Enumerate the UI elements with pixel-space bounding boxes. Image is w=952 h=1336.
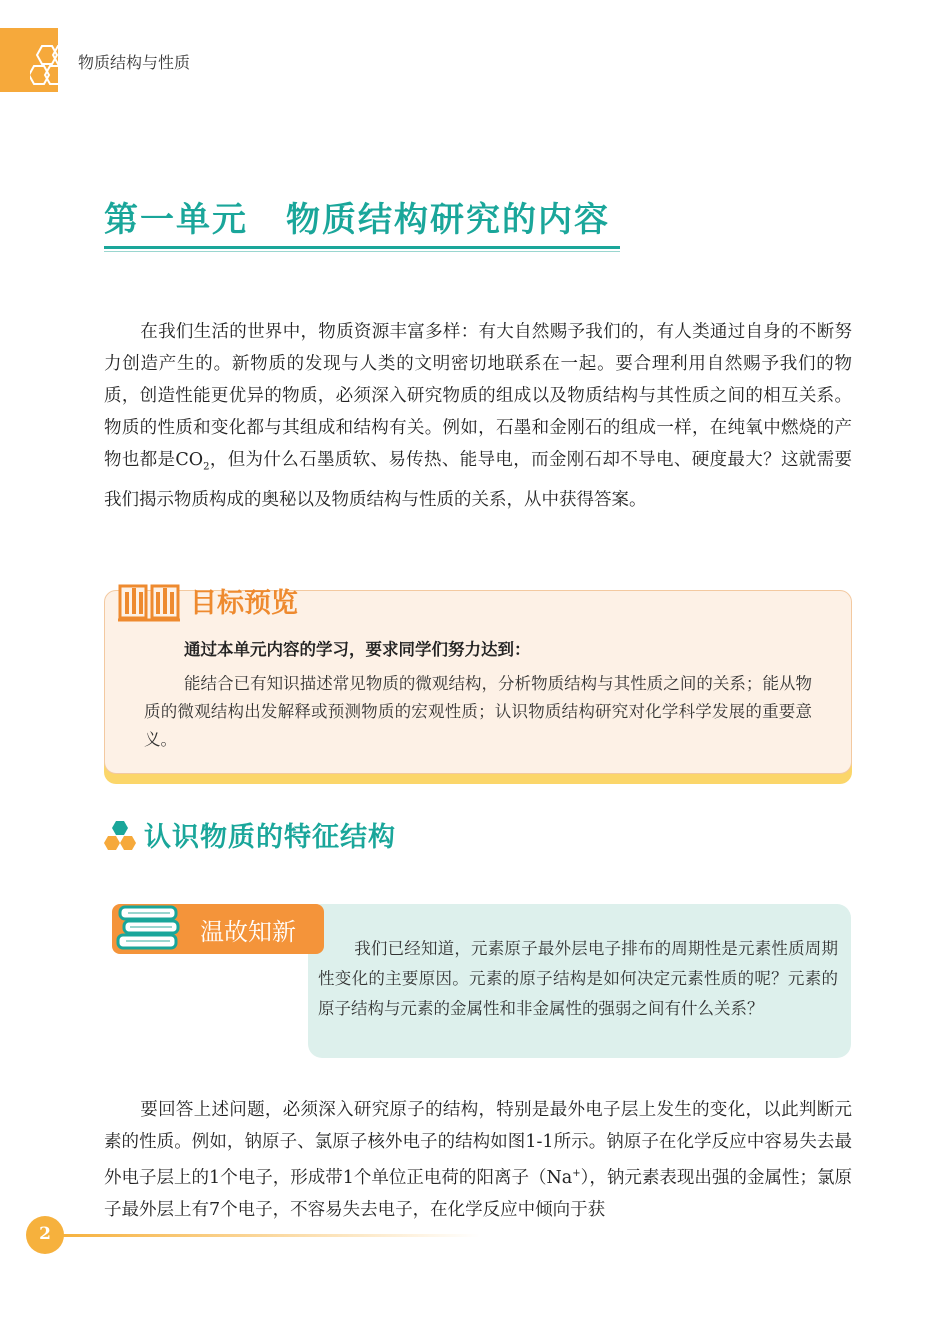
co2-formula: $CO_2$ xyxy=(175,450,210,473)
section-heading: 认识物质的特征结构 xyxy=(144,822,396,853)
unit-heading xyxy=(104,192,610,241)
open-book-icon xyxy=(116,578,182,622)
unit-title-underline xyxy=(104,246,620,249)
footer-line xyxy=(60,1234,480,1237)
hexagon-cluster-icon xyxy=(104,820,138,852)
hexagon-logo-icon xyxy=(30,44,80,88)
unit-title: 物质结构研究的内容 xyxy=(286,200,610,240)
review-text: 我们已经知道，元素原子最外层电子排布的周期性是元素性质周期性变化的主要原因。元素的原子结构是如何决定元素性质的呢？元素的原子结构与元素的金属性和非金属性的强弱之间有什么关系？ xyxy=(318,939,838,1018)
stacked-books-icon xyxy=(116,903,182,953)
header-book-title: 物质结构与性质 xyxy=(78,53,191,72)
page-number: 2 xyxy=(39,1224,51,1244)
body-paragraph: 要回答上述问题，必须深入研究原子的结构，特别是最外电子层上发生的变化，以此判断元素的性质。例如，钠原子、氯原子核外电子的结构如图1-1所示。钠原子在化学反应中容易失去最外电子层上的1个电子，形成带1个单位正电荷的阳离子（Na+），钠元素表现出强的金属性；氯原子最外层上有7个电子，不容易失去电子，在化学反应中倾向于获 xyxy=(104,1100,852,1220)
unit-number-label: 第一单元 xyxy=(104,200,248,240)
review-label: 温故知新 xyxy=(200,918,296,946)
unit-title-underline-thin xyxy=(104,251,620,252)
goal-lead: 通过本单元内容的学习，要求同学们努力达到： xyxy=(184,640,531,659)
intro-paragraph: 在我们生活的世界中，物质资源丰富多样：有大自然赐予我们的，有人类通过自身的不断努力创造产生的。新物质的发现与人类的文明密切地联系在一起。要合理利用自然赐予我们的物质，创造性能更优异的物质，必须深入研究物质的组成以及物质结构与其性质之间的相互关系。物质的性质和变化都与其组成和结构有关。例如，石墨和金刚石的组成一样，在纯氧中燃烧的产物也都是$CO_2$，但为什么石墨质软、易传热、能导电，而金刚石却不导电、硬度最大？这就需要我们揭示物质构成的奥秘以及物质结构与性质的关系，从中获得答案。 xyxy=(104,322,853,510)
goal-text: 能结合已有知识描述常见物质的微观结构，分析物质结构与其性质之间的关系；能从物质的微观结构出发解释或预测物质的宏观性质；认识物质结构研究对化学科学发展的重要意义。 xyxy=(144,674,812,749)
sodium-ion-formula: Na+ xyxy=(546,1167,581,1188)
goal-heading: 目标预览 xyxy=(190,588,298,619)
